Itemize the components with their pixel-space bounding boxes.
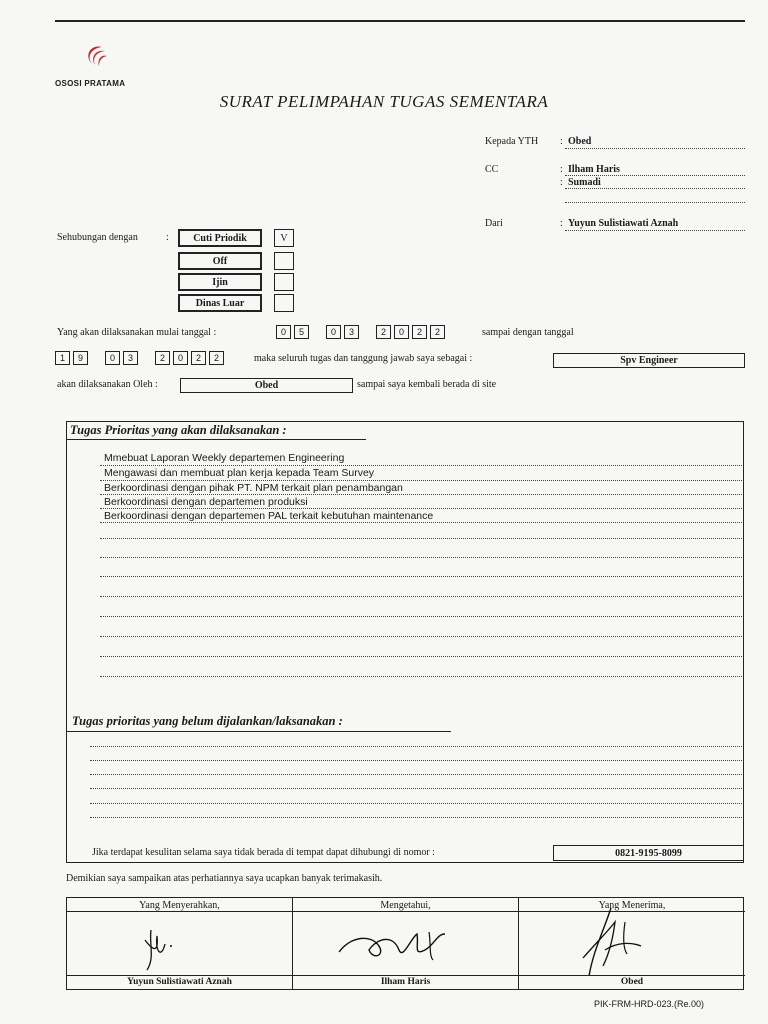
prioritas-heading: Tugas Prioritas yang akan dilaksanakan : xyxy=(70,423,287,437)
task-line xyxy=(100,538,742,539)
prioritas-heading-underline xyxy=(66,439,366,440)
task-line xyxy=(100,616,742,617)
belum-line xyxy=(90,788,742,789)
kontak-field[interactable]: 0821-9195-8099 xyxy=(553,845,744,861)
task-line xyxy=(100,676,742,677)
dari-line xyxy=(565,230,745,231)
kepada-line xyxy=(565,148,745,149)
date-digit: 0 xyxy=(105,351,120,365)
jabatan-field[interactable]: Spv Engineer xyxy=(553,353,745,368)
task-line xyxy=(100,557,742,558)
cc-line-1 xyxy=(565,175,745,176)
task-line xyxy=(100,465,742,466)
task-line xyxy=(100,522,742,523)
jabatan-label: maka seluruh tugas dan tanggung jawab saya sebagai : xyxy=(254,353,473,364)
signature-table xyxy=(66,897,744,990)
date-digit: 9 xyxy=(73,351,88,365)
dari-label: Dari xyxy=(485,218,503,229)
closing-text: Demikian saya sampaikan atas perhatiannya saya ucapkan banyak terimakasih. xyxy=(66,873,383,884)
date-digit: 0 xyxy=(276,325,291,339)
belum-line xyxy=(90,760,742,761)
mulai-label: Yang akan dilaksanakan mulai tanggal : xyxy=(57,327,217,338)
signature-name: Ilham Haris xyxy=(380,977,431,987)
option-ijin-checkbox[interactable] xyxy=(274,273,294,291)
belum-line xyxy=(90,774,742,775)
option-cuti-priodik-checkbox[interactable]: V xyxy=(274,229,294,247)
date-digit: 2 xyxy=(155,351,170,365)
task-line xyxy=(100,636,742,637)
cc-label: CC xyxy=(485,164,499,175)
task-line xyxy=(100,480,742,481)
cc-value-1: Ilham Haris xyxy=(568,164,620,175)
signature-col-mengetahui xyxy=(293,898,519,989)
task-item: Berkoordinasi dengan departemen PAL terkait kebutuhan maintenance xyxy=(104,510,434,522)
company-name: OSOSI PRATAMA xyxy=(55,79,126,88)
option-ijin[interactable]: Ijin xyxy=(178,273,262,291)
belum-line xyxy=(90,803,742,804)
option-dinas-luar-checkbox[interactable] xyxy=(274,294,294,312)
signature-name: Yuyun Sulistiawati Aznah xyxy=(127,977,232,987)
option-off-checkbox[interactable] xyxy=(274,252,294,270)
signature-role: Yang Menerima, xyxy=(598,900,666,911)
kembali-label: sampai saya kembali berada di site xyxy=(357,379,497,390)
cc-value-2: Sumadi xyxy=(568,177,601,188)
sampai-label: sampai dengan tanggal xyxy=(482,327,574,338)
cc-line-2 xyxy=(565,188,745,189)
sehubungan-colon: : xyxy=(166,232,169,243)
dari-colon: : xyxy=(560,218,563,229)
date-digit: 2 xyxy=(430,325,445,339)
cc-colon-1: : xyxy=(560,164,563,175)
date-digit: 2 xyxy=(376,325,391,339)
task-item: Berkoordinasi dengan departemen produksi xyxy=(104,496,308,508)
belum-heading-underline xyxy=(66,731,451,732)
belum-line xyxy=(90,817,742,818)
kontak-label: Jika terdapat kesulitan selama saya tidak berada di tempat dapat dihubungi di nomor : xyxy=(92,847,435,858)
top-rule xyxy=(55,20,745,22)
signature-name: Obed xyxy=(620,977,644,987)
date-digit: 0 xyxy=(394,325,409,339)
date-digit: 0 xyxy=(326,325,341,339)
signature-mengetahui-icon xyxy=(333,920,483,970)
task-line xyxy=(100,576,742,577)
date-digit: 2 xyxy=(412,325,427,339)
date-digit: 3 xyxy=(123,351,138,365)
belum-line xyxy=(90,746,742,747)
task-line xyxy=(100,508,742,509)
date-digit: 5 xyxy=(294,325,309,339)
signature-role: Mengetahui, xyxy=(380,900,431,911)
date-digit: 0 xyxy=(173,351,188,365)
mulai-date[interactable] xyxy=(276,325,445,339)
form-code: PIK-FRM-HRD-023.(Re.00) xyxy=(594,999,705,1009)
task-line xyxy=(100,656,742,657)
oleh-label: akan dilaksanakan Oleh : xyxy=(57,379,158,390)
signature-col-menyerahkan xyxy=(67,898,293,989)
date-digit: 2 xyxy=(191,351,206,365)
date-digit: 3 xyxy=(344,325,359,339)
belum-heading: Tugas prioritas yang belum dijalankan/laksanakan : xyxy=(72,714,343,728)
company-logo-icon xyxy=(80,42,110,72)
dari-value: Yuyun Sulistiawati Aznah xyxy=(568,218,679,229)
signature-menyerahkan-icon xyxy=(137,920,197,975)
task-item: Mengawasi dan membuat plan kerja kepada Team Survey xyxy=(104,467,375,479)
document-title: SURAT PELIMPAHAN TUGAS SEMENTARA xyxy=(219,92,549,111)
option-off[interactable]: Off xyxy=(178,252,262,270)
signature-col-menerima xyxy=(519,898,745,989)
cc-colon-2: : xyxy=(560,177,563,188)
cc-line-3 xyxy=(565,202,745,203)
signature-menerima-icon xyxy=(569,902,659,982)
kepada-value: Obed xyxy=(568,136,592,147)
signature-role: Yang Menyerahkan, xyxy=(139,900,220,911)
oleh-field[interactable]: Obed xyxy=(180,378,353,393)
option-dinas-luar[interactable]: Dinas Luar xyxy=(178,294,262,312)
task-item: Berkoordinasi dengan pihak PT. NPM terkait plan penambangan xyxy=(104,482,403,494)
option-cuti-priodik[interactable]: Cuti Priodik xyxy=(178,229,262,247)
task-line xyxy=(100,494,742,495)
kepada-colon: : xyxy=(560,136,563,147)
sehubungan-label: Sehubungan dengan xyxy=(57,232,138,243)
date-digit: 1 xyxy=(55,351,70,365)
date-digit: 2 xyxy=(209,351,224,365)
kepada-label: Kepada YTH xyxy=(485,136,539,147)
sampai-date[interactable] xyxy=(55,351,224,365)
task-line xyxy=(100,596,742,597)
task-item: Mmebuat Laporan Weekly departemen Engineering xyxy=(104,452,345,464)
